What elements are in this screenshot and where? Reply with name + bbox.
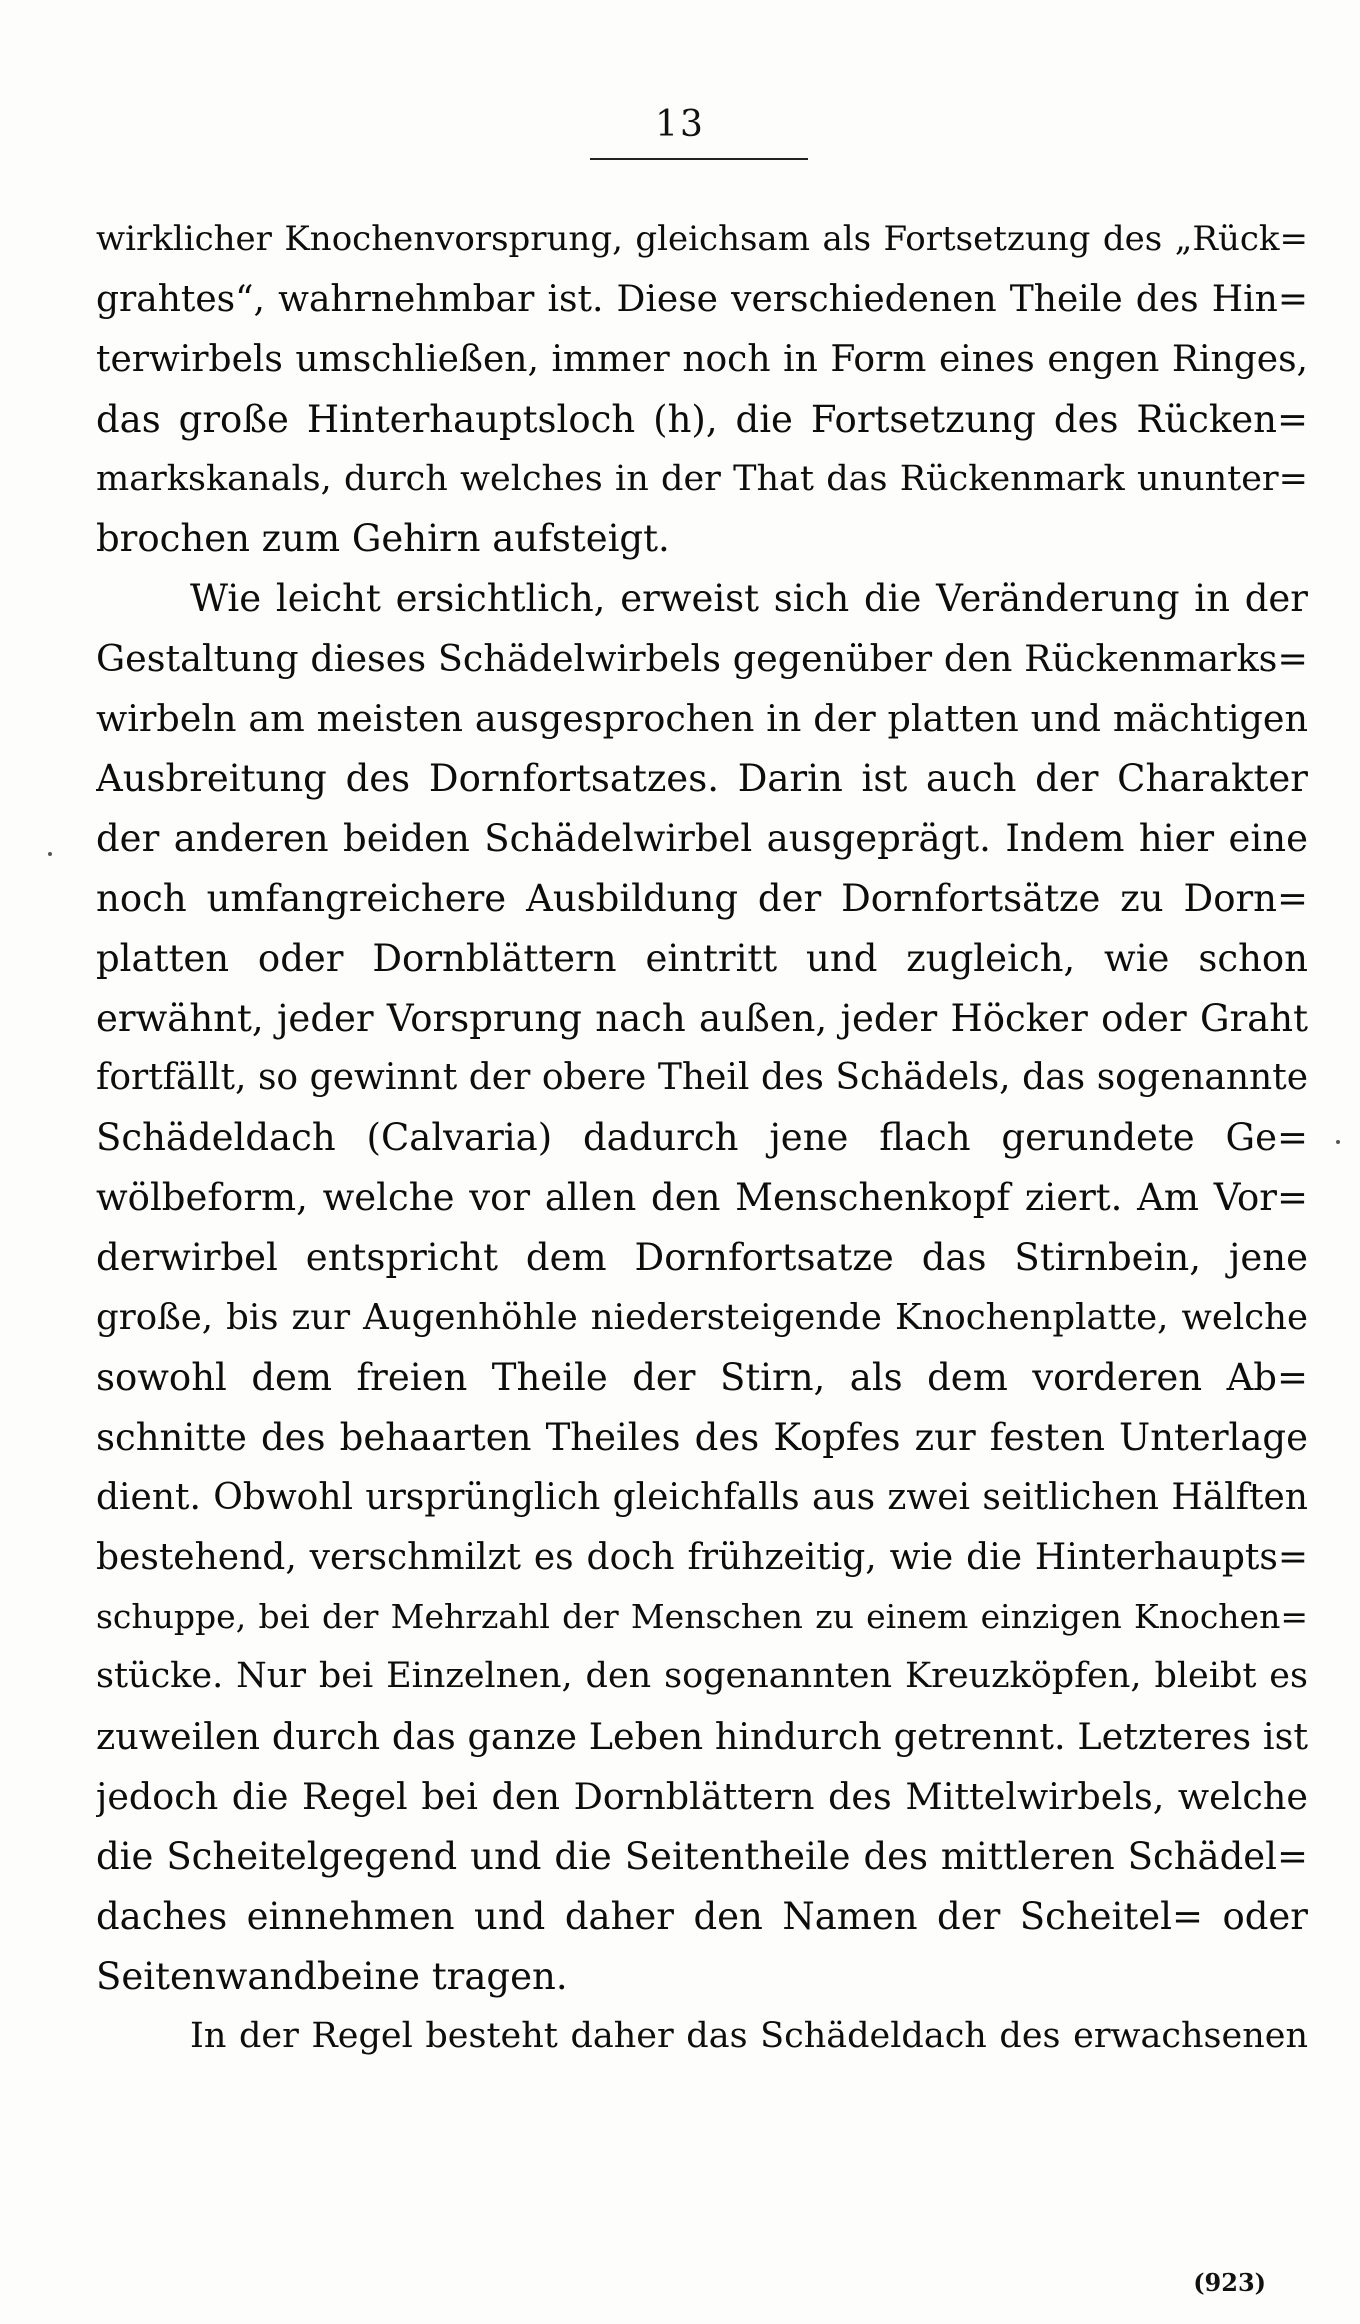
text-line: terwirbels umschließen, immer noch in Form eines engen Ringes, (96, 338, 1308, 380)
body-text (96, 210, 1308, 2067)
text-line: der anderen beiden Schädelwirbel ausgeprägt. Indem hier eine (96, 816, 1308, 860)
text-line: die Scheitelgegend und die Seitentheile des mittleren Schädel= (96, 1835, 1308, 1879)
margin-speck (1336, 1140, 1340, 1144)
text-line: daches einnehmen und daher den Namen der Scheitel= oder (96, 1894, 1308, 1938)
text-line: noch umfangreichere Ausbildung der Dornfortsätze zu Dorn= (96, 876, 1308, 920)
text-line: markskanals, durch welches in der That das Rückenmark ununter= (96, 458, 1308, 499)
text-line: In der Regel besteht daher das Schädeldach des erwachsenen (190, 2015, 1308, 2056)
text-line: schuppe, bei der Mehrzahl der Menschen zu einem einzigen Knochen= (96, 1597, 1308, 1637)
text-line: sowohl dem freien Theile der Stirn, als dem vorderen Ab= (96, 1355, 1308, 1399)
text-line: bestehend, verschmilzt es doch frühzeitig, wie die Hinterhaupts= (96, 1536, 1308, 1578)
text-line: das große Hinterhauptsloch (h), die Fortsetzung des Rücken= (96, 397, 1308, 441)
text-line: große, bis zur Augenhöhle niedersteigende Knochenplatte, welche (96, 1297, 1308, 1339)
text-line: Wie leicht ersichtlich, erweist sich die Veränderung in der (190, 577, 1308, 621)
printer-signature: (923) (1193, 2268, 1266, 2297)
text-line: zuweilen durch das ganze Leben hindurch getrennt. Letzteres ist (96, 1715, 1308, 1759)
text-line: Schädeldach (Calvaria) dadurch jene flach gerundete Ge= (96, 1116, 1308, 1160)
text-line: brochen zum Gehirn aufsteigt. (96, 517, 670, 561)
header-rule (590, 158, 808, 160)
text-line: wirbeln am meisten ausgesprochen in der platten und mächtigen (96, 697, 1308, 741)
text-line: wölbeform, welche vor allen den Menschenkopf ziert. Am Vor= (96, 1176, 1308, 1220)
text-line: stücke. Nur bei Einzelnen, den sogenannten Kreuzköpfen, bleibt es (96, 1656, 1308, 1697)
text-line: wirklicher Knochenvorsprung, gleichsam als Fortsetzung des „Rück= (96, 219, 1308, 259)
text-line: schnitte des behaarten Theiles des Kopfes zur festen Unterlage (96, 1415, 1308, 1459)
text-line: dient. Obwohl ursprünglich gleichfalls aus zwei seitlichen Hälften (96, 1476, 1308, 1518)
text-line: grahtes“, wahrnehmbar ist. Diese verschiedenen Theile des Hin= (96, 278, 1308, 320)
text-line: jedoch die Regel bei den Dornblättern des Mittelwirbels, welche (96, 1775, 1308, 1819)
margin-speck (48, 852, 52, 856)
text-line: platten oder Dornblättern eintritt und zugleich, wie schon (96, 936, 1308, 980)
page-number: 13 (655, 104, 705, 145)
text-line: fortfällt, so gewinnt der obere Theil des Schädels, das sogenannte (96, 1057, 1308, 1099)
text-line: derwirbel entspricht dem Dornfortsatze das Stirnbein, jene (96, 1236, 1308, 1280)
text-line: Ausbreitung des Dornfortsatzes. Darin ist auch der Charakter (96, 757, 1308, 801)
text-line: Gestaltung dieses Schädelwirbels gegenüber den Rückenmarks= (96, 637, 1308, 681)
text-line: Seitenwandbeine tragen. (96, 1954, 568, 1998)
text-line: erwähnt, jeder Vorsprung nach außen, jeder Höcker oder Graht (96, 996, 1308, 1040)
